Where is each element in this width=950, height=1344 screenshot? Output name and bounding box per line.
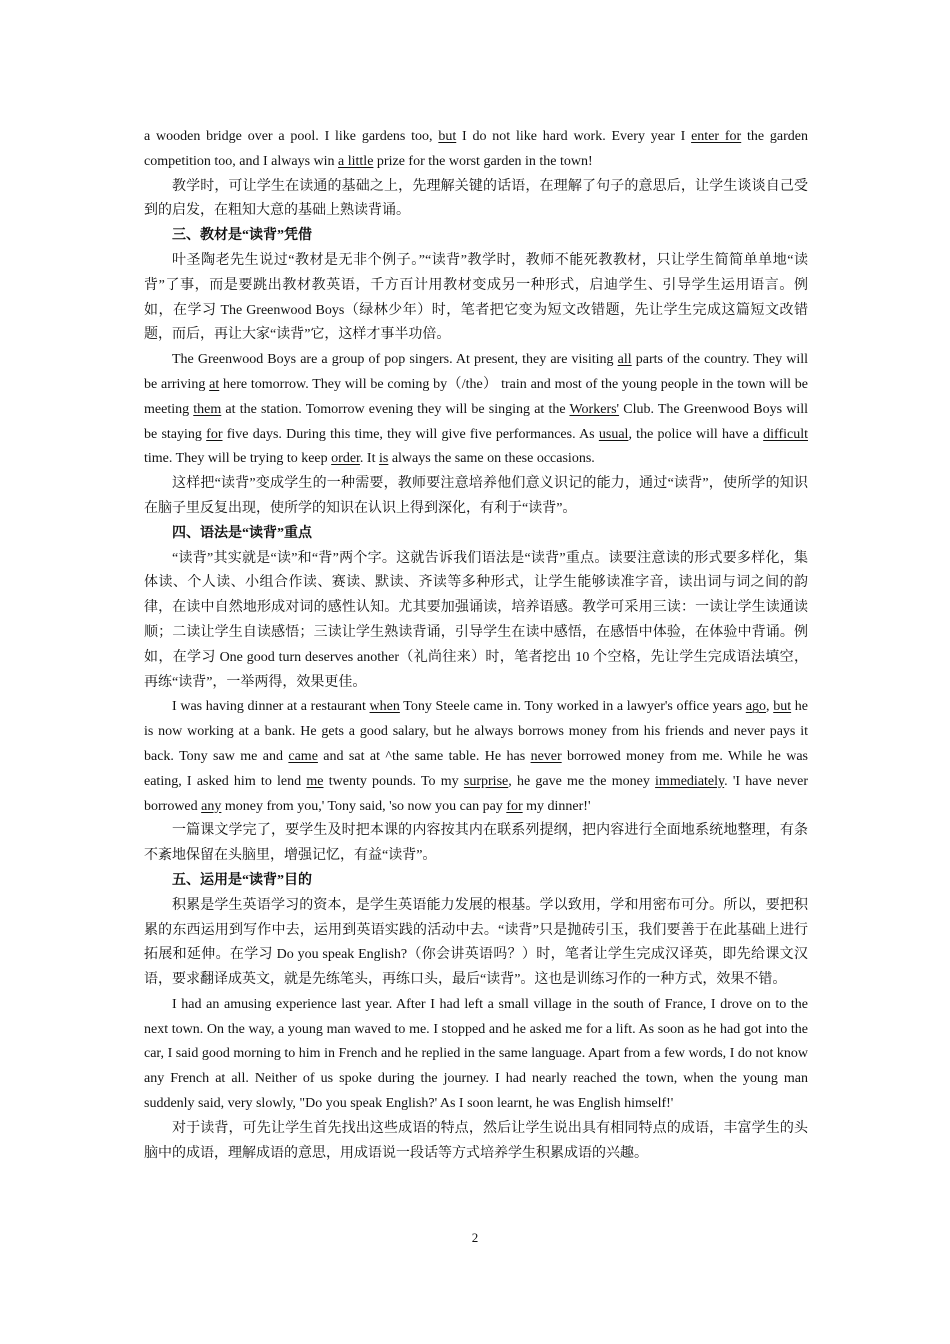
underlined-word: immediately (655, 773, 725, 789)
underlined-word: enter for (691, 129, 742, 144)
body-paragraph (144, 348, 808, 472)
text-run: my dinner!' (522, 798, 591, 814)
text-run: borrowed money from me. While he was eating, I asked him to lend (144, 748, 808, 789)
body-paragraph (144, 547, 808, 696)
text-run: . It (359, 451, 379, 467)
underlined-word: for (206, 426, 223, 442)
text-run: always the same on these occasions. (388, 451, 595, 467)
text-run: , (766, 699, 774, 715)
text-run: The Greenwood Boys are a group of pop singers. At present, they are visiting (172, 352, 618, 368)
text-run: twenty pounds. To my (323, 773, 464, 789)
page-body (144, 125, 808, 1166)
text-run: at the station. Tomorrow evening they will be singing at the (221, 401, 570, 417)
text-run: 对于读背，可先让学生首先找出这些成语的特点，然后让学生说出具有相同特点的成语，丰富学生的头脑中的成语，理解成语的意思，用成语说一段话等方式培养学生积累成语的兴趣。 (144, 1120, 808, 1161)
underlined-word: when (369, 699, 400, 715)
underlined-word: usual (598, 426, 629, 442)
section-heading (144, 522, 808, 547)
body-paragraph (144, 249, 808, 348)
underlined-word: is (378, 451, 389, 467)
underlined-word: ago (745, 699, 767, 715)
underlined-word: order (331, 451, 360, 467)
section-heading (144, 224, 808, 249)
page-number: 2 (471, 1230, 479, 1245)
text-run: parts of the country. They will be arriving (144, 352, 808, 392)
text-run: money from you,' Tony said, 'so now you can pay (221, 798, 507, 814)
text-run: . 'I have never borrowed (144, 773, 809, 814)
underlined-word: at (209, 376, 220, 392)
text-run: and sat at ^the same table. He has (317, 748, 531, 764)
text-run: “读背”其实就是“读”和“背”两个字。这就告诉我们语法是“读背”重点。读要注意读的形式要多样化，集体读、个人读、小组合作读、赛读、默读、齐读等多种形式，让学生能够读准字音，读出词与词之间的韵律，在读中自然地形成对词的感性认知。尤其要加强诵读，培养语感。教学可采用三读：一读让学生读通读顺；二读让学生自读感悟；三读让学生熟读背诵，引导学生在读中感悟，在感悟中体验，在体验中背诵。例如，在学习 One good turn deserves another（礼尚往来）时，笔者挖出 10 个空格，先让学生完成语法填空，再练“读背”，一举两得，效果更佳。 (144, 550, 808, 690)
body-paragraph (144, 1117, 808, 1167)
body-paragraph (144, 894, 808, 993)
text-run: I had an amusing experience last year. After I had left a small village in the south of France, I drove on to the next town. On the way, a young man waved to me. I stopped and he asked me for a lift. As soon as he had got into the car, I said good morning to him in French and he replied in the same language. Apart from a few words, I do not know any French at all. Neither of us spoke during the journey. I had nearly reached the town, when the young man suddenly said, very slowly, "Do you speak English?' As I soon learnt, he was English himself!' (144, 996, 808, 1112)
text-run: 叶圣陶老先生说过“教材是无非个例子。”“读背”教学时，教师不能死教教材，只让学生简简单单地“读背”了事，而是要跳出教材教英语，千方百计用教材变成另一种形式，启迪学生、引导学生运用语言。例如，在学习 The Greenwood Boys（绿林少年）时，笔者把它变为短文改错题，先让学生完成这篇短文改错题，而后，再让大家“读背”它，这样才事半功倍。 (144, 252, 808, 343)
underlined-word: but (773, 699, 792, 715)
text-run: Club. The Greenwood Boys will be staying (144, 401, 808, 442)
text-run: 三、教材是“读背”凭借 (172, 228, 312, 244)
text-run: 教学时，可让学生在读通的基础之上，先理解关键的话语，在理解了句子的意思后，让学生谈谈自己受到的启发，在粗知大意的基础上熟读背诵。 (144, 178, 808, 219)
underlined-word: for (506, 798, 523, 814)
text-run: 五、运用是“读背”目的 (172, 872, 312, 888)
section-heading (144, 869, 808, 894)
underlined-word: any (201, 798, 222, 814)
text-run: 一篇课文学完了，要学生及时把本课的内容按其内在联系列提纲，把内容进行全面地系统地整理，有条不紊地保留在头脑里，增强记忆，有益“读背”。 (144, 823, 808, 864)
underlined-word: came (288, 748, 318, 764)
text-run: the garden competition too, and I always win (144, 129, 808, 169)
underlined-word: but (438, 129, 457, 144)
text-run: time. They will be trying to keep (144, 451, 332, 467)
text-run: here tomorrow. They will be coming by（/the） train and most of the young people in the town will be meeting (144, 376, 809, 417)
text-run: 四、语法是“读背”重点 (172, 525, 312, 541)
body-paragraph (144, 125, 808, 175)
body-paragraph (144, 472, 808, 522)
underlined-word: all (617, 352, 632, 368)
text-run: 积累是学生英语学习的资本，是学生英语能力发展的根基。学以致用，学和用密布可分。所以，要把积累的东西运用到写作中去，运用到英语实践的活动中去。“读背”只是抛砖引玉，我们要善于在此基础上进行拓展和延伸。在学习 Do you speak English?（你会讲英语吗？）时，笔者让学生完成汉译英，即先给课文汉语，要求翻译成英文，就是先练笔头，再练口头，最后“读背”。这也是训练习作的一种方式，效果不错。 (144, 897, 808, 988)
body-paragraph (144, 819, 808, 869)
underlined-word: never (530, 748, 562, 764)
text-run: Tony Steele came in. Tony worked in a lawyer's office years (399, 699, 746, 715)
text-run: , the police will have a (628, 426, 764, 442)
underlined-word: a little (338, 153, 374, 169)
text-run: a wooden bridge over a pool. I like gardens too, (144, 129, 439, 144)
underlined-word: me (306, 773, 324, 789)
text-run: he is now working at a bank. He gets a good salary, but he always borrows money from his friends and never pays it back. Tony saw me and (144, 699, 808, 764)
underlined-word: difficult (763, 426, 808, 442)
body-paragraph (144, 695, 808, 819)
text-run: I do not like hard work. Every year I (456, 129, 692, 144)
text-run: I was having dinner at a restaurant (172, 699, 370, 715)
text-run: 这样把“读背”变成学生的一种需要，教师要注意培养他们意义识记的能力，通过“读背”，使所学的知识在脑子里反复出现，使所学的知识在认识上得到深化，有利于“读背”。 (144, 476, 808, 516)
text-run: five days. During this time, they will give five performances. As (222, 426, 599, 442)
underlined-word: surprise (463, 773, 509, 789)
underlined-word: Workers' (569, 401, 620, 417)
body-paragraph (144, 175, 808, 225)
text-run: prize for the worst garden in the town! (373, 153, 593, 169)
text-run: , he gave me the money (508, 773, 656, 789)
underlined-word: them (193, 401, 222, 417)
body-paragraph (144, 993, 808, 1117)
